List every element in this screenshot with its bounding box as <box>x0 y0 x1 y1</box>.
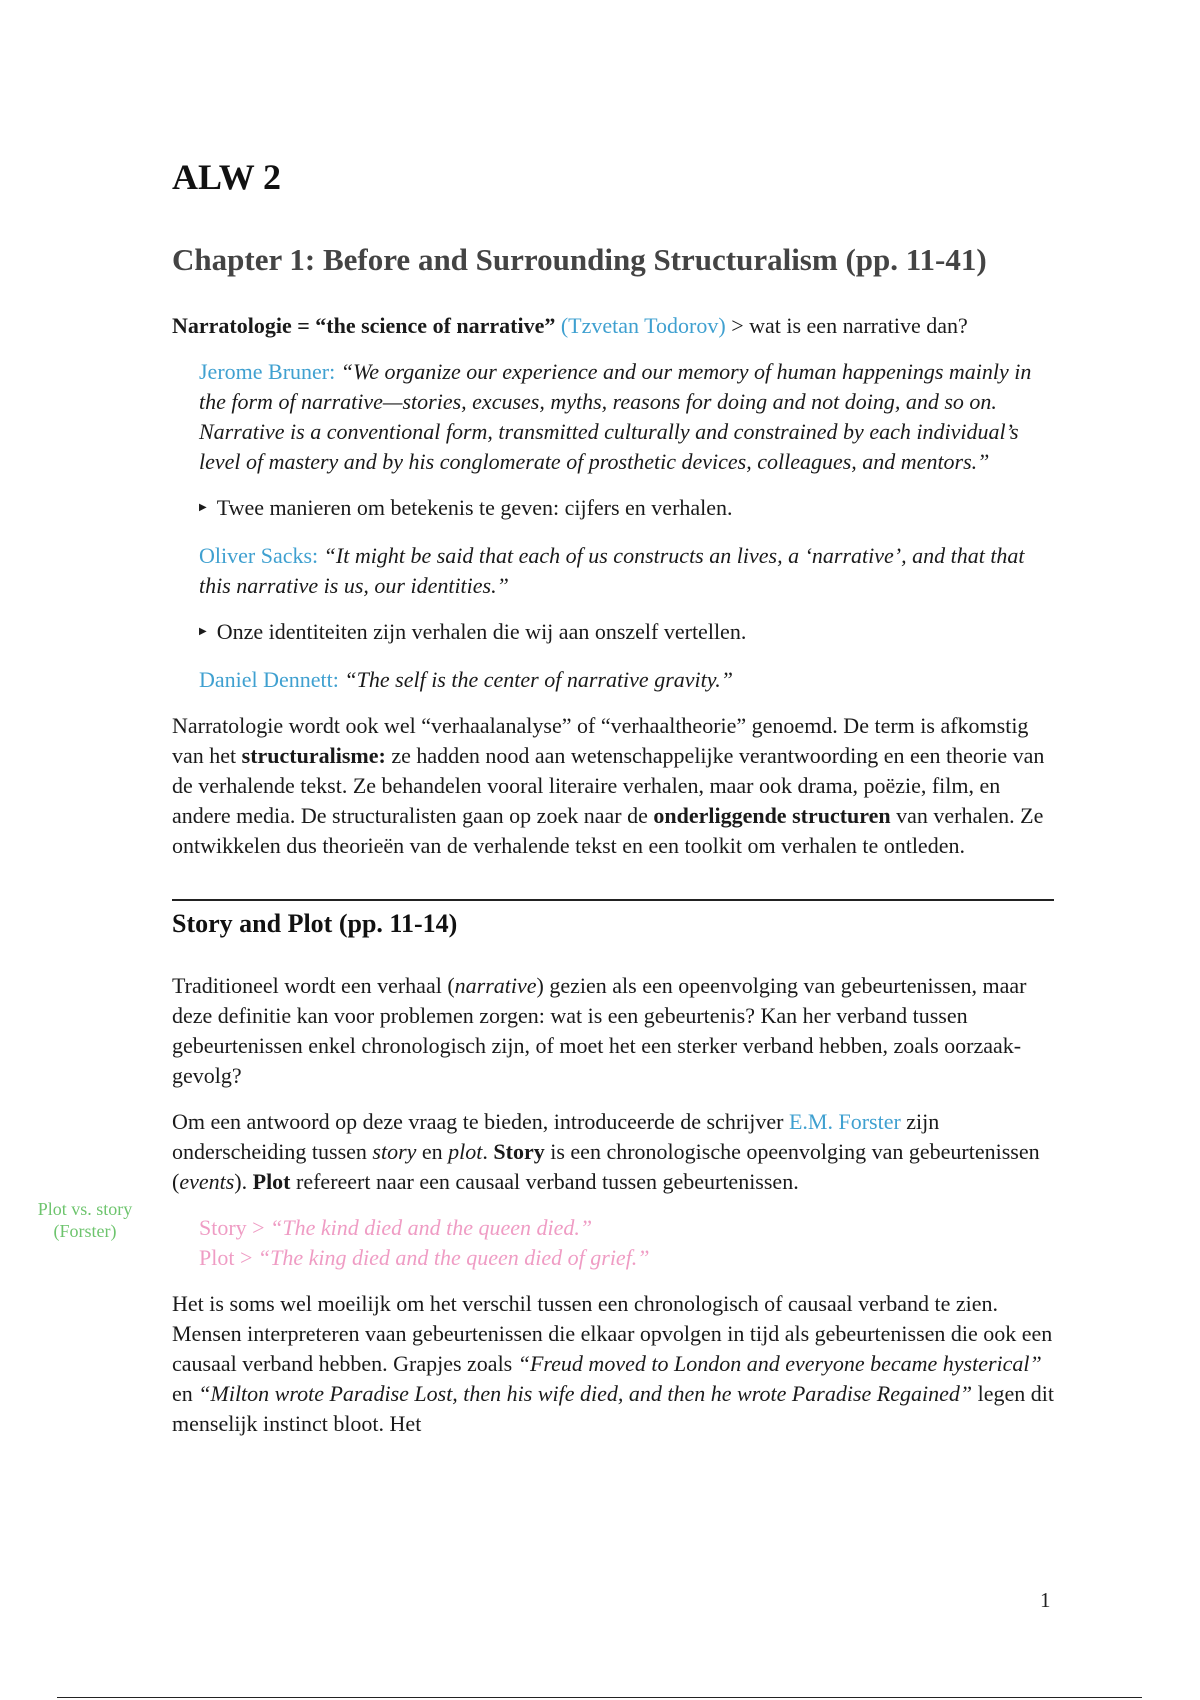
quote-dennett <box>199 665 1054 695</box>
bullet-text: Onze identiteiten zijn verhalen die wij aan onszelf vertellen. <box>216 619 747 645</box>
term-underlying-structures: onderliggende structuren <box>653 803 891 829</box>
text-run: zijn onderscheiding tussen <box>172 1109 940 1165</box>
quote-author: Jerome Bruner: <box>199 359 336 385</box>
document-title: ALW 2 <box>172 157 282 197</box>
quote-bruner <box>199 357 1054 477</box>
bullet-item <box>199 493 1054 525</box>
example-story <box>199 1213 1054 1243</box>
intro-source: (Tzvetan Todorov) <box>560 313 726 339</box>
quote-text: “The self is the center of narrative gravity.” <box>344 667 734 693</box>
quote-sacks <box>199 541 1054 601</box>
forster-name: E.M. Forster <box>788 1109 901 1135</box>
chapter-title: Chapter 1: Before and Surrounding Structuralism (pp. 11-41) <box>172 241 987 277</box>
example-plot <box>199 1243 1054 1273</box>
quote-author: Oliver Sacks: <box>199 543 319 569</box>
term-plot-bold: Plot <box>252 1169 291 1195</box>
term-narrative: narrative <box>454 973 537 999</box>
example-label: Story > <box>199 1215 271 1241</box>
story-plot-examples <box>199 1213 1054 1273</box>
text-run: legen dit menselijk instinct bloot. Het <box>172 1381 1054 1437</box>
margin-note-line: Plot vs. story <box>37 1199 133 1219</box>
text-run: Om een antwoord op deze vraag te bieden, introduceerde de schrijver <box>172 1109 789 1135</box>
example-label: Plot > <box>199 1245 258 1271</box>
bullet-item <box>199 617 1054 649</box>
text-run: ) gezien als een opeenvolging van gebeurtenissen, maar deze definitie kan voor problemen zorgen: wat is een gebeurtenis? Kan her verband tussen gebeurtenissen enkel chronologisch zijn, of moet het een sterker verband hebben, zoals oorzaak-gevolg? <box>172 973 1027 1089</box>
text-run: . <box>482 1139 494 1165</box>
text-run: Het is soms wel moeilijk om het verschil tussen een chronologisch of causaal verband te zien. Mensen interpreteren vaan gebeurtenissen die elkaar opvolgen in tijd als gebeurtenissen die ook een causaal verband hebben. Grapjes zoals <box>172 1291 1053 1377</box>
term-plot: plot <box>448 1139 483 1165</box>
text-run: refereert naar een causaal verband tussen gebeurtenissen. <box>290 1169 799 1195</box>
text-run: van verhalen. Ze ontwikkelen dus theorieën van de verhalende tekst en een toolkit om verhalen te ontleden. <box>172 803 1044 859</box>
section-title: Story and Plot (pp. 11-14) <box>172 909 458 939</box>
text-run: en <box>416 1139 449 1165</box>
text-run: Narratologie wordt ook wel “verhaalanalyse” of “verhaaltheorie” genoemd. De term is afkomstig van het <box>172 713 1029 769</box>
term-story-bold: Story <box>493 1139 545 1165</box>
triangle-bullet-icon: ▶ <box>199 626 207 638</box>
intro-rest: > wat is een narrative dan? <box>725 313 968 339</box>
joke-freud: “Freud moved to London and everyone became hysterical” <box>517 1351 1042 1377</box>
joke-milton: “Milton wrote Paradise Lost, then his wife died, and then he wrote Paradise Regained” <box>198 1381 973 1407</box>
bullet-text: Twee manieren om betekenis te geven: cijfers en verhalen. <box>216 495 733 521</box>
paragraph-chronological-causal <box>172 1289 1054 1439</box>
text-run: ze hadden nood aan wetenschappelijke verantwoording en een theorie van de verhalende tekst. Ze behandelen vooral literaire verhalen, maar ook drama, poëzie, film, en andere media. De structuralisten gaan op zoek naar de <box>172 743 1045 829</box>
page-content <box>172 158 1054 1439</box>
section-divider <box>172 899 1054 901</box>
quote-text: “We organize our experience and our memory of human happenings mainly in the form of narrative—stories, excuses, myths, reasons for doing and not doing, and so on. Narrative is a conventional form, transmitted culturally and constrained by each individual’s level of mastery and by his conglomerate of prosthetic devices, colleagues, and mentors.” <box>199 359 1032 475</box>
term-story: story <box>372 1139 417 1165</box>
term-events: events <box>179 1169 235 1195</box>
margin-note <box>20 1198 150 1242</box>
page-number: 1 <box>1040 1588 1051 1612</box>
text-run: en <box>172 1381 199 1407</box>
example-quote: “The kind died and the queen died.” <box>270 1215 593 1241</box>
paragraph-narratology <box>172 711 1054 861</box>
text-run: Traditioneel wordt een verhaal ( <box>172 973 455 999</box>
paragraph-forster <box>172 1107 1054 1197</box>
margin-note-line: (Forster) <box>53 1221 117 1241</box>
example-quote: “The king died and the queen died of grief.” <box>257 1245 650 1271</box>
page-bottom-rule <box>57 1697 1142 1698</box>
triangle-bullet-icon: ▶ <box>199 502 207 514</box>
term-structuralism: structuralisme: <box>241 743 386 769</box>
text-run: ). <box>234 1169 253 1195</box>
paragraph-tradition <box>172 971 1054 1091</box>
text-run: is een chronologische opeenvolging van gebeurtenissen ( <box>172 1139 1040 1195</box>
intro-line <box>172 311 1054 341</box>
narratology-definition: Narratologie = “the science of narrative” <box>172 313 556 339</box>
quote-author: Daniel Dennett: <box>199 667 339 693</box>
quote-text: “It might be said that each of us constructs an lives, a ‘narrative’, and that that this narrative is us, our identities.” <box>199 543 1025 599</box>
